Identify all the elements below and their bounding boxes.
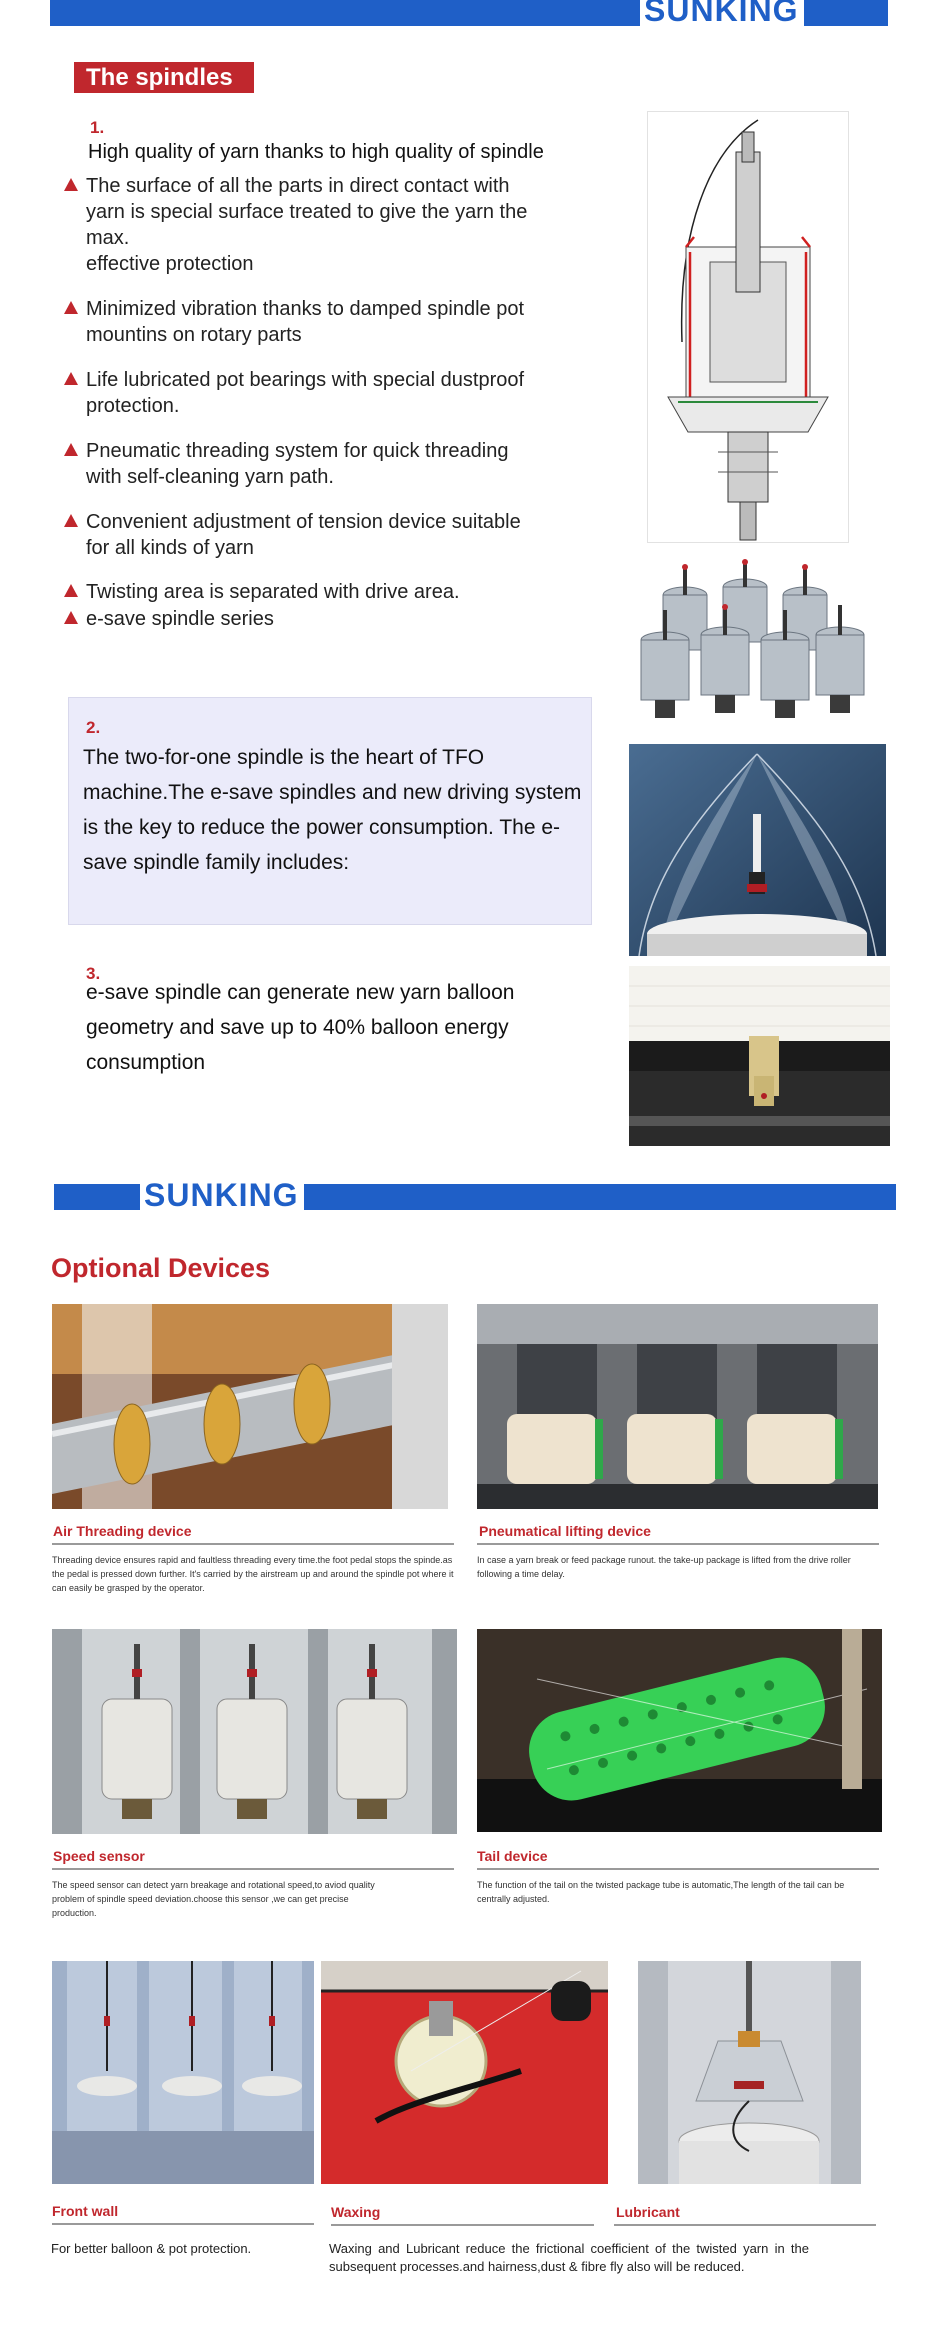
spindle-intro: High quality of yarn thanks to high quality of spindle [88,141,544,163]
section-title-spindles: The spindles [74,62,254,93]
device-description: The function of the tail on the twisted package tube is automatic,The length of the tail can be centrally adjusted. [477,1880,845,1904]
device-description: Threading device ensures rapid and faultless threading every time.the foot pedal stops the spinde.as the pedal is pressed down further. It's carried by the airstream up and around the spindle pot where it can easily be grasped by the operator. [52,1555,454,1593]
speed-sensor-photo [52,1629,457,1834]
device-caption: Waxing [331,2204,381,2220]
brand-logo-top: SUNKING [640,0,804,26]
waxing-photo [321,1961,608,2184]
caption-divider [477,1543,879,1545]
bullet-text: Convenient adjustment of tension device suitable for all kinds of yarn [86,511,521,559]
triangle-bullet-icon [64,178,78,191]
bullet-item [64,579,609,605]
e-save-spindle-series-photo [625,555,875,730]
optional-devices-title: Optional Devices [51,1253,271,1283]
yarn-balloon-photo [629,744,886,956]
caption-divider [52,1543,454,1545]
device-description: For better balloon & pot protection. [51,2241,252,2256]
section-number-3: 3. [86,964,101,983]
triangle-bullet-icon [64,514,78,527]
device-caption: Tail device [477,1848,548,1864]
device-caption: Lubricant [616,2204,680,2220]
section-number-2: 2. [86,718,101,737]
tail-device-photo [477,1629,882,1832]
device-description: In case a yarn break or feed package runout. the take-up package is lifted from the drive roller following a time delay. [477,1555,851,1579]
bullet-item [64,367,609,419]
bullet-text: Life lubricated pot bearings with special dustproof protection. [86,369,525,417]
caption-divider [477,1868,879,1870]
bullet-text: e-save spindle series [86,608,274,630]
yarn-package-photo [629,966,890,1146]
air-threading-photo [52,1304,448,1509]
device-description: The speed sensor can detect yarn breakage and rotational speed,to aviod quality problem of spindle speed deviation.choose this sensor ,we can get precise production. [52,1880,375,1918]
triangle-bullet-icon [64,611,78,624]
caption-divider [52,1868,454,1870]
bullet-text: The surface of all the parts in direct contact with yarn is special surface treated to give the yarn the max. effective protection [86,175,528,275]
bullet-item [64,606,609,632]
triangle-bullet-icon [64,443,78,456]
triangle-bullet-icon [64,372,78,385]
triangle-bullet-icon [64,584,78,597]
bullet-item [64,438,609,490]
section-number-1: 1. [90,118,105,137]
bullet-text: Twisting area is separated with drive area. [86,581,460,603]
bullet-text: Pneumatic threading system for quick threading with self-cleaning yarn path. [86,440,509,488]
caption-divider [331,2224,594,2226]
bullet-item [64,509,609,561]
balloon-energy-text: e-save spindle can generate new yarn balloon geometry and save up to 40% balloon energy consumption [86,981,515,1074]
device-caption: Front wall [52,2203,119,2219]
device-caption: Speed sensor [53,1848,145,1864]
bullet-item [64,296,609,348]
spindle-cross-section-drawing [647,111,849,543]
brand-logo-middle: SUNKING [140,1176,304,1214]
lubricant-photo [638,1961,861,2184]
pneumatic-lifting-photo [477,1304,878,1509]
front-wall-photo [52,1961,314,2184]
triangle-bullet-icon [64,301,78,314]
spindle-heart-text: The two-for-one spindle is the heart of TFO machine.The e-save spindles and new driving system is the key to reduce the power consumption. The e-save spindle family includes: [83,746,582,874]
bullet-item [64,173,609,277]
caption-divider [614,2224,876,2226]
caption-divider [52,2223,314,2225]
device-description: Waxing and Lubricant reduce the frictional coefficient of the twisted yarn in the subsequent processes.and hairness,dust & fibre fly also will be reduced. [329,2241,809,2274]
device-caption: Air Threading device [53,1523,192,1539]
device-caption: Pneumatical lifting device [479,1523,651,1539]
bullet-text: Minimized vibration thanks to damped spindle pot mountins on rotary parts [86,298,525,346]
